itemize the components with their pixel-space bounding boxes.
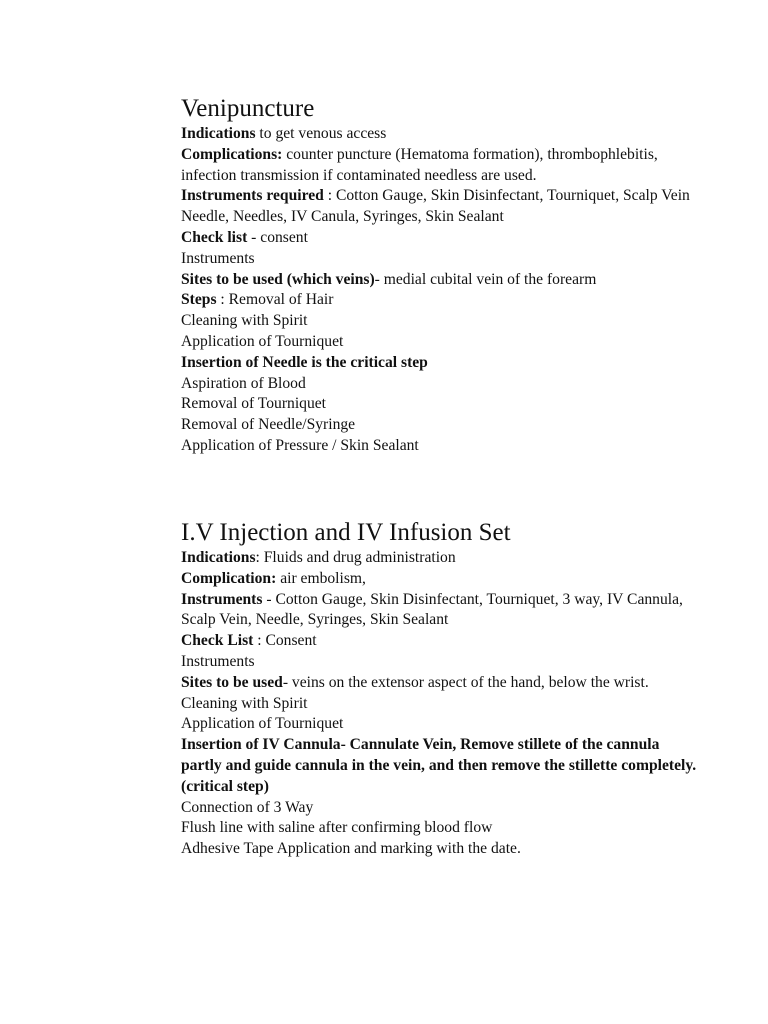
complication-label: Complication:: [181, 569, 277, 587]
instruments-line: [181, 186, 701, 228]
sites-line: [181, 270, 701, 291]
checklist-line: [181, 631, 701, 652]
complication-text: air embolism,: [276, 569, 366, 587]
step-line: Application of Pressure / Skin Sealant: [181, 436, 419, 454]
sites-text: - medial cubital vein of the forearm: [374, 270, 597, 288]
indications-line: [181, 124, 701, 145]
section-heading: I.V Injection and IV Infusion Set: [181, 519, 511, 546]
complication-line: [181, 569, 701, 590]
step-line: Cleaning with Spirit: [181, 694, 308, 712]
complications-text: counter puncture (Hematoma formation), thrombophlebitis, infection transmission if contaminated needless are used.: [181, 145, 658, 184]
complications-label: Complications:: [181, 145, 283, 163]
instruments-item: Instruments: [181, 652, 255, 670]
critical-step-text: Insertion of IV Cannula- Cannulate Vein, Remove stillete of the cannula partly and guide cannula in the vein, and then remove the stillette completely. (critical step): [181, 736, 697, 795]
instruments-item: Instruments: [181, 249, 255, 267]
step-line: Adhesive Tape Application and marking with the date.: [181, 840, 521, 858]
indications-label: Indications: [181, 125, 256, 142]
critical-step-line: [181, 353, 701, 374]
critical-step-line: [181, 735, 701, 797]
checklist-label: Check list: [181, 228, 248, 246]
sites-label: Sites to be used: [181, 673, 283, 691]
sites-line: [181, 673, 701, 694]
steps-label: Steps: [181, 291, 217, 309]
indications-label: Indications: [181, 549, 256, 566]
indications-text: : Fluids and drug administration: [255, 549, 456, 566]
complications-line: [181, 145, 701, 187]
step-line: Aspiration of Blood: [181, 374, 306, 392]
checklist-text: : Consent: [253, 632, 317, 650]
instruments-text: : Cotton Gauge, Skin Disinfectant, Tourniquet, Scalp Vein Needle, Needles, IV Canula, Syringes, Skin Sealant: [181, 187, 690, 226]
steps-line: [181, 290, 701, 311]
venipuncture-section: [181, 93, 701, 457]
instruments-label: Instruments: [181, 590, 263, 608]
step-line: Removal of Needle/Syringe: [181, 416, 356, 434]
step-line: Removal of Tourniquet: [181, 395, 327, 413]
step-line: Cleaning with Spirit: [181, 312, 308, 330]
step-line: Application of Tourniquet: [181, 715, 344, 733]
indications-line: [181, 548, 701, 569]
critical-step-text: Insertion of Needle is the critical step: [181, 353, 428, 371]
sites-label: Sites to be used (which veins): [181, 270, 375, 288]
checklist-text: - consent: [247, 228, 308, 246]
checklist-label: Check List: [181, 632, 254, 650]
step-line: Connection of 3 Way: [181, 798, 314, 816]
sites-text: - veins on the extensor aspect of the hand, below the wrist.: [282, 673, 649, 691]
section-heading: Venipuncture: [181, 95, 315, 122]
steps-text: : Removal of Hair: [216, 291, 334, 309]
instruments-label: Instruments required: [181, 187, 324, 205]
instruments-line: [181, 590, 701, 632]
step-line: Flush line with saline after confirming blood flow: [181, 819, 493, 837]
instruments-text: - Cotton Gauge, Skin Disinfectant, Tourniquet, 3 way, IV Cannula, Scalp Vein, Needle, Syringes, Skin Sealant: [181, 590, 683, 629]
indications-text: to get venous access: [255, 125, 387, 142]
step-line: Application of Tourniquet: [181, 332, 344, 350]
iv-injection-section: [181, 517, 701, 860]
checklist-line: [181, 228, 701, 249]
